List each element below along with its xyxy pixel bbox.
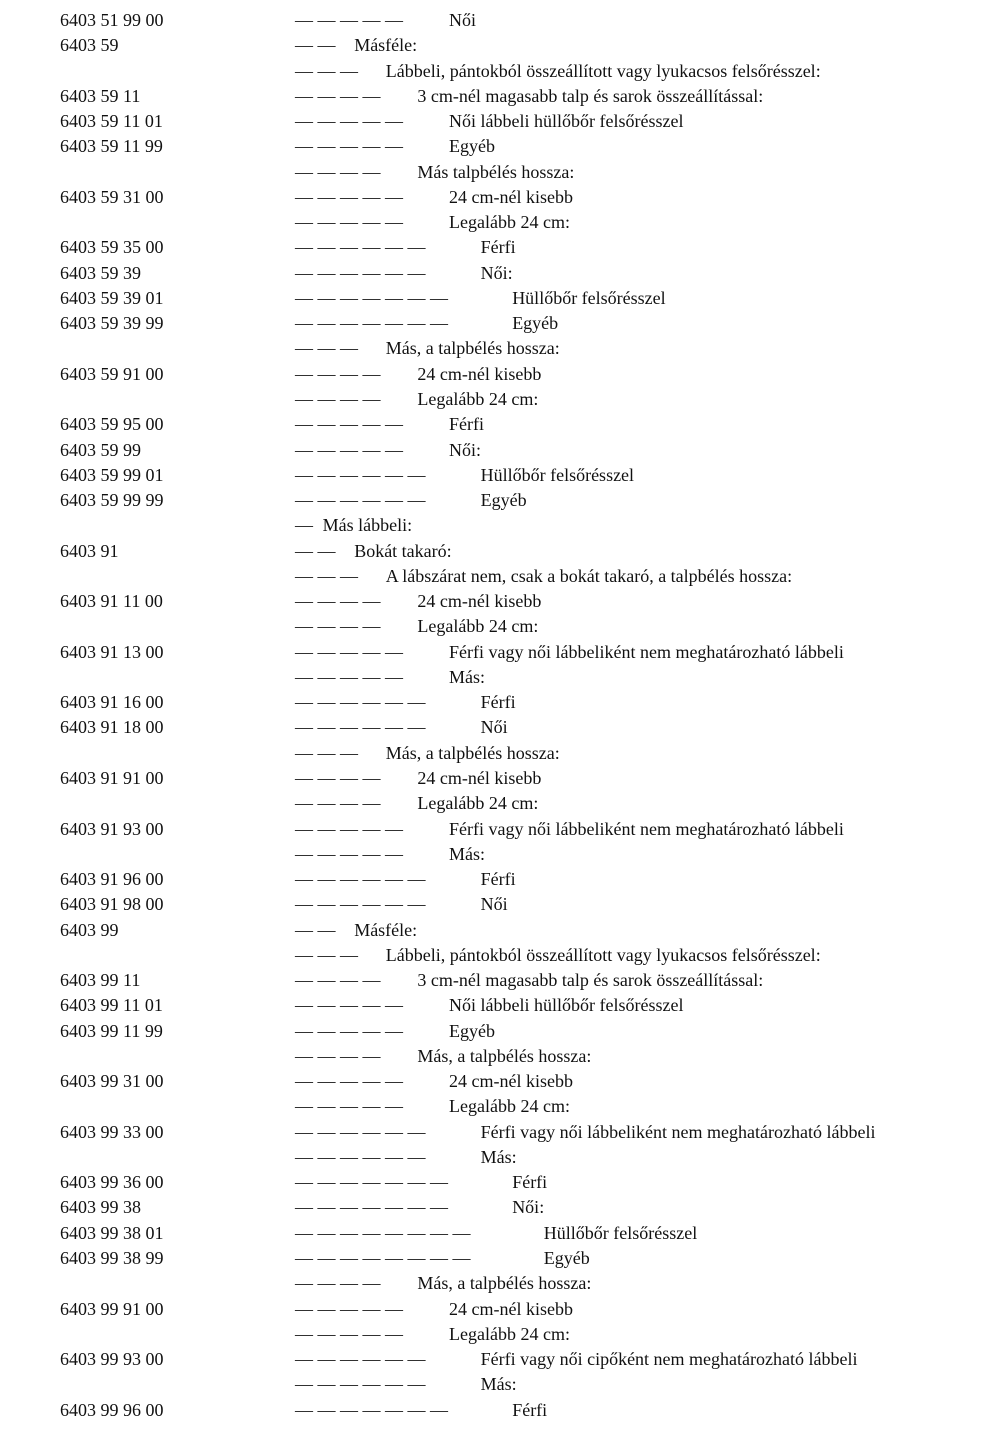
description-text: Férfi vagy női lábbeliként nem meghatározható lábbeli (480, 1121, 876, 1142)
indent-dashes: — — — — — (295, 1071, 403, 1092)
indent-dashes: — — — — — (295, 1323, 403, 1344)
indent-dashes: — — — (295, 338, 358, 359)
tariff-code: 6403 99 96 00 (60, 1399, 164, 1420)
indent-dashes: — — — — — — — (295, 287, 448, 308)
description-text: Lábbeli, pántokból összeállított vagy lyukacsos felsőrésszel: (385, 944, 821, 965)
tariff-row (0, 412, 984, 437)
indent-dashes: — — — — — (295, 1298, 403, 1319)
tariff-code: 6403 99 36 00 (60, 1172, 164, 1193)
tariff-code: 6403 59 95 00 (60, 414, 164, 435)
description-text: Egyéb (543, 1248, 590, 1269)
indent-dashes: — — — — — (295, 10, 403, 30)
tariff-description (295, 8, 476, 33)
description-text: Női (480, 894, 508, 915)
tariff-row (0, 438, 984, 463)
description-text: 24 cm-nél kisebb (449, 186, 573, 207)
description-text: 24 cm-nél kisebb (417, 363, 542, 384)
description-text: Egyéb (480, 490, 527, 511)
tariff-row (0, 1372, 984, 1397)
description-text: 24 cm-nél kisebb (449, 1071, 573, 1092)
tariff-description (295, 918, 417, 943)
tariff-row (0, 690, 984, 715)
indent-dashes: — — — — — (295, 212, 403, 233)
tariff-description (295, 1195, 544, 1220)
tariff-code: 6403 91 93 00 (60, 818, 164, 839)
tariff-description (295, 463, 634, 488)
indent-dashes: — — — (295, 944, 358, 965)
tariff-description (295, 160, 574, 185)
tariff-description (295, 1044, 591, 1069)
tariff-description (295, 1322, 570, 1347)
description-text: Férfi (480, 869, 516, 890)
tariff-description (295, 1170, 547, 1195)
indent-dashes: — (295, 515, 313, 536)
tariff-row (0, 463, 984, 488)
indent-dashes: — — — — — — (295, 869, 426, 890)
description-text: Női: (449, 439, 482, 460)
tariff-description (295, 59, 821, 84)
indent-dashes: — — — — — — (295, 1374, 426, 1395)
tariff-description (295, 640, 844, 665)
tariff-description (295, 387, 538, 412)
description-text: Férfi (480, 692, 516, 713)
tariff-description (295, 311, 558, 336)
tariff-row (0, 1145, 984, 1170)
indent-dashes: — — — — — (295, 414, 403, 435)
tariff-code: 6403 91 98 00 (60, 894, 164, 915)
tariff-row (0, 160, 984, 185)
tariff-row (0, 59, 984, 84)
description-text: Más: (449, 843, 485, 864)
tariff-row (0, 564, 984, 589)
tariff-row (0, 539, 984, 564)
tariff-row (0, 589, 984, 614)
tariff-description (295, 993, 683, 1018)
indent-dashes: — — — — — (295, 995, 403, 1016)
tariff-row (0, 766, 984, 791)
description-text: Más, a talpbélés hossza: (417, 1273, 592, 1294)
tariff-code: 6403 99 91 00 (60, 1298, 164, 1319)
tariff-row (0, 842, 984, 867)
tariff-row (0, 210, 984, 235)
tariff-description (295, 1347, 857, 1372)
tariff-description (295, 791, 538, 816)
tariff-row (0, 8, 984, 33)
tariff-description (295, 715, 508, 740)
tariff-description (295, 488, 527, 513)
indent-dashes: — — — — — — (295, 464, 426, 485)
tariff-description (295, 690, 516, 715)
description-text: Egyéb (449, 136, 495, 157)
indent-dashes: — — — — — — (295, 490, 426, 511)
tariff-description (295, 589, 541, 614)
indent-dashes: — — — — — — (295, 717, 426, 738)
tariff-description (295, 261, 513, 286)
description-text: Legalább 24 cm: (449, 1096, 570, 1117)
indent-dashes: — — — — — (295, 111, 403, 132)
tariff-row (0, 134, 984, 159)
tariff-row (0, 336, 984, 361)
indent-dashes: — — (295, 540, 336, 561)
tariff-row (0, 235, 984, 260)
indent-dashes: — — — — (295, 161, 381, 182)
tariff-code: 6403 59 99 (60, 439, 141, 460)
tariff-code: 6403 99 38 99 (60, 1248, 164, 1269)
tariff-row (0, 867, 984, 892)
tariff-row (0, 185, 984, 210)
tariff-code: 6403 59 91 00 (60, 363, 164, 384)
indent-dashes: — — (295, 919, 336, 940)
description-text: Férfi vagy női lábbeliként nem meghatározható lábbeli (449, 641, 844, 662)
indent-dashes: — — — — — — — (295, 1197, 448, 1218)
description-text: Bokát takaró: (354, 540, 452, 561)
tariff-description (295, 943, 821, 968)
description-text: Férfi (512, 1172, 548, 1193)
indent-dashes: — — — — — — (295, 1349, 426, 1370)
indent-dashes: — — — — — (295, 439, 403, 460)
indent-dashes: — — — — — — (295, 237, 426, 258)
description-text: Férfi (449, 414, 484, 435)
tariff-description (295, 842, 485, 867)
tariff-code: 6403 59 (60, 35, 119, 56)
tariff-description (295, 1069, 573, 1094)
indent-dashes: — — — — — — — (295, 1172, 448, 1193)
indent-dashes: — — — — — — (295, 1146, 426, 1167)
indent-dashes: — — — — — — (295, 692, 426, 713)
tariff-code: 6403 51 99 00 (60, 10, 164, 30)
description-text: Legalább 24 cm: (417, 793, 539, 814)
description-text: Más: (480, 1374, 517, 1395)
description-text: Legalább 24 cm: (449, 1323, 570, 1344)
tariff-row (0, 362, 984, 387)
tariff-description (295, 109, 683, 134)
tariff-row (0, 1322, 984, 1347)
description-text: Másféle: (354, 35, 418, 56)
tariff-code: 6403 59 31 00 (60, 186, 164, 207)
tariff-row (0, 1120, 984, 1145)
tariff-row (0, 1195, 984, 1220)
description-text: Egyéb (449, 1020, 495, 1041)
tariff-row (0, 33, 984, 58)
description-text: Lábbeli, pántokból összeállított vagy lyukacsos felsőrésszel: (385, 60, 821, 81)
tariff-description (295, 412, 484, 437)
tariff-description (295, 968, 763, 993)
tariff-description (295, 235, 516, 260)
description-text: Másféle: (354, 919, 418, 940)
indent-dashes: — — — — — (295, 843, 403, 864)
tariff-description (295, 362, 541, 387)
tariff-row (0, 1094, 984, 1119)
tariff-row (0, 1398, 984, 1423)
tariff-description (295, 1019, 495, 1044)
tariff-code: 6403 91 13 00 (60, 641, 164, 662)
tariff-description (295, 539, 452, 564)
indent-dashes: — — — (295, 742, 358, 763)
indent-dashes: — — — — (295, 616, 381, 637)
tariff-code: 6403 59 11 (60, 85, 141, 106)
tariff-row (0, 640, 984, 665)
tariff-code: 6403 59 99 99 (60, 490, 164, 511)
description-text: Más lábbeli: (322, 515, 413, 536)
description-text: Legalább 24 cm: (417, 388, 539, 409)
indent-dashes: — — — (295, 565, 358, 586)
indent-dashes: — — — — — (295, 666, 403, 687)
description-text: Más, a talpbélés hossza: (385, 742, 560, 763)
tariff-description (295, 1372, 517, 1397)
tariff-code: 6403 99 (60, 919, 119, 940)
tariff-code: 6403 91 11 00 (60, 591, 163, 612)
tariff-row (0, 1246, 984, 1271)
tariff-row (0, 1271, 984, 1296)
description-text: Hüllőbőr felsőrésszel (512, 287, 666, 308)
tariff-description (295, 564, 792, 589)
description-text: Hüllőbőr felsőrésszel (480, 464, 635, 485)
tariff-row (0, 1044, 984, 1069)
tariff-row (0, 84, 984, 109)
tariff-description (295, 741, 560, 766)
tariff-row (0, 1019, 984, 1044)
indent-dashes: — — — — — (295, 1020, 403, 1041)
description-text: Egyéb (512, 313, 559, 334)
description-text: Férfi (512, 1399, 548, 1420)
tariff-row (0, 741, 984, 766)
tariff-code: 6403 59 11 99 (60, 136, 163, 157)
tariff-row (0, 892, 984, 917)
description-text: Női lábbeli hüllőbőr felsőrésszel (449, 995, 684, 1016)
tariff-code: 6403 99 38 01 (60, 1222, 164, 1243)
description-text: 3 cm-nél magasabb talp és sarok összeállítással: (417, 85, 764, 106)
indent-dashes: — — — — — — — (295, 313, 448, 334)
tariff-row (0, 261, 984, 286)
description-text: Más: (449, 666, 485, 687)
tariff-description (295, 817, 844, 842)
description-text: Férfi vagy női lábbeliként nem meghatározható lábbeli (449, 818, 844, 839)
description-text: Más, a talpbélés hossza: (385, 338, 560, 359)
tariff-row (0, 943, 984, 968)
tariff-description (295, 513, 412, 538)
indent-dashes: — — — — — (295, 136, 403, 157)
indent-dashes: — — — — — — — — (295, 1248, 471, 1269)
tariff-code: 6403 99 11 99 (60, 1020, 163, 1041)
description-text: Férfi vagy női cipőként nem meghatározható lábbeli (480, 1349, 858, 1370)
tariff-description (295, 1271, 591, 1296)
tariff-row (0, 968, 984, 993)
description-text: Legalább 24 cm: (417, 616, 539, 637)
tariff-description (295, 1120, 875, 1145)
tariff-code: 6403 91 96 00 (60, 869, 164, 890)
tariff-row (0, 918, 984, 943)
description-text: Női: (480, 262, 513, 283)
tariff-description (295, 867, 516, 892)
tariff-code: 6403 91 91 00 (60, 767, 164, 788)
description-text: Férfi (480, 237, 516, 258)
description-text: Más, a talpbélés hossza: (417, 1045, 592, 1066)
description-text: Hüllőbőr felsőrésszel (543, 1222, 698, 1243)
tariff-description (295, 134, 495, 159)
tariff-code: 6403 99 11 (60, 970, 141, 991)
tariff-description (295, 438, 481, 463)
description-text: 3 cm-nél magasabb talp és sarok összeállítással: (417, 970, 764, 991)
indent-dashes: — — — — — — — (295, 1399, 448, 1420)
description-text: Legalább 24 cm: (449, 212, 570, 233)
tariff-description (295, 1246, 590, 1271)
tariff-row (0, 513, 984, 538)
tariff-row (0, 1297, 984, 1322)
tariff-description (295, 84, 763, 109)
indent-dashes: — — — (295, 60, 358, 81)
tariff-code: 6403 99 93 00 (60, 1349, 164, 1370)
tariff-description (295, 336, 560, 361)
description-text: 24 cm-nél kisebb (417, 767, 542, 788)
tariff-code: 6403 91 16 00 (60, 692, 164, 713)
indent-dashes: — — — — (295, 591, 381, 612)
tariff-row (0, 286, 984, 311)
tariff-row (0, 488, 984, 513)
tariff-row (0, 665, 984, 690)
tariff-description (295, 766, 541, 791)
indent-dashes: — — — — (295, 1045, 381, 1066)
tariff-code: 6403 59 39 99 (60, 313, 164, 334)
description-text: Női: (512, 1197, 545, 1218)
tariff-code: 6403 59 35 00 (60, 237, 164, 258)
tariff-code: 6403 99 11 01 (60, 995, 163, 1016)
tariff-row (0, 387, 984, 412)
indent-dashes: — — — — (295, 1273, 381, 1294)
indent-dashes: — — — — — (295, 1096, 403, 1117)
indent-dashes: — — — — (295, 363, 381, 384)
description-text: 24 cm-nél kisebb (417, 591, 542, 612)
tariff-code-list (0, 8, 984, 1423)
indent-dashes: — — — — — — (295, 894, 426, 915)
tariff-row (0, 715, 984, 740)
tariff-description (295, 1297, 573, 1322)
tariff-row (0, 1221, 984, 1246)
tariff-description (295, 33, 417, 58)
tariff-description (295, 1094, 570, 1119)
tariff-code: 6403 99 38 (60, 1197, 141, 1218)
tariff-description (295, 892, 508, 917)
tariff-code: 6403 99 31 00 (60, 1071, 164, 1092)
tariff-code: 6403 59 39 01 (60, 287, 164, 308)
indent-dashes: — — (295, 35, 336, 56)
tariff-description (295, 665, 485, 690)
indent-dashes: — — — — — — — — (295, 1222, 471, 1243)
tariff-row (0, 614, 984, 639)
tariff-code: 6403 99 33 00 (60, 1121, 164, 1142)
tariff-code: 6403 91 18 00 (60, 717, 164, 738)
indent-dashes: — — — — (295, 793, 381, 814)
tariff-code: 6403 59 99 01 (60, 464, 164, 485)
description-text: 24 cm-nél kisebb (449, 1298, 573, 1319)
description-text: Más: (480, 1146, 517, 1167)
indent-dashes: — — — — (295, 970, 381, 991)
tariff-row (0, 1347, 984, 1372)
description-text: Más talpbélés hossza: (417, 161, 575, 182)
indent-dashes: — — — — (295, 388, 381, 409)
tariff-description (295, 210, 570, 235)
tariff-description (295, 614, 538, 639)
description-text: Női (480, 717, 508, 738)
description-text: A lábszárat nem, csak a bokát takaró, a talpbélés hossza: (385, 565, 793, 586)
indent-dashes: — — — — — — (295, 1121, 426, 1142)
indent-dashes: — — — — (295, 767, 381, 788)
tariff-description (295, 1221, 697, 1246)
tariff-code: 6403 59 39 (60, 262, 141, 283)
description-text: Női (449, 10, 476, 30)
indent-dashes: — — — — — — (295, 262, 426, 283)
tariff-row (0, 1069, 984, 1094)
tariff-code: 6403 59 11 01 (60, 111, 163, 132)
indent-dashes: — — — — — (295, 818, 403, 839)
tariff-row (0, 817, 984, 842)
indent-dashes: — — — — (295, 85, 381, 106)
tariff-row (0, 791, 984, 816)
tariff-code: 6403 91 (60, 540, 119, 561)
tariff-description (295, 286, 666, 311)
indent-dashes: — — — — — (295, 186, 403, 207)
description-text: Női lábbeli hüllőbőr felsőrésszel (449, 111, 684, 132)
tariff-description (295, 185, 573, 210)
tariff-description (295, 1145, 517, 1170)
tariff-row (0, 993, 984, 1018)
indent-dashes: — — — — — (295, 641, 403, 662)
tariff-row (0, 109, 984, 134)
tariff-description (295, 1398, 547, 1423)
tariff-row (0, 1170, 984, 1195)
tariff-row (0, 311, 984, 336)
